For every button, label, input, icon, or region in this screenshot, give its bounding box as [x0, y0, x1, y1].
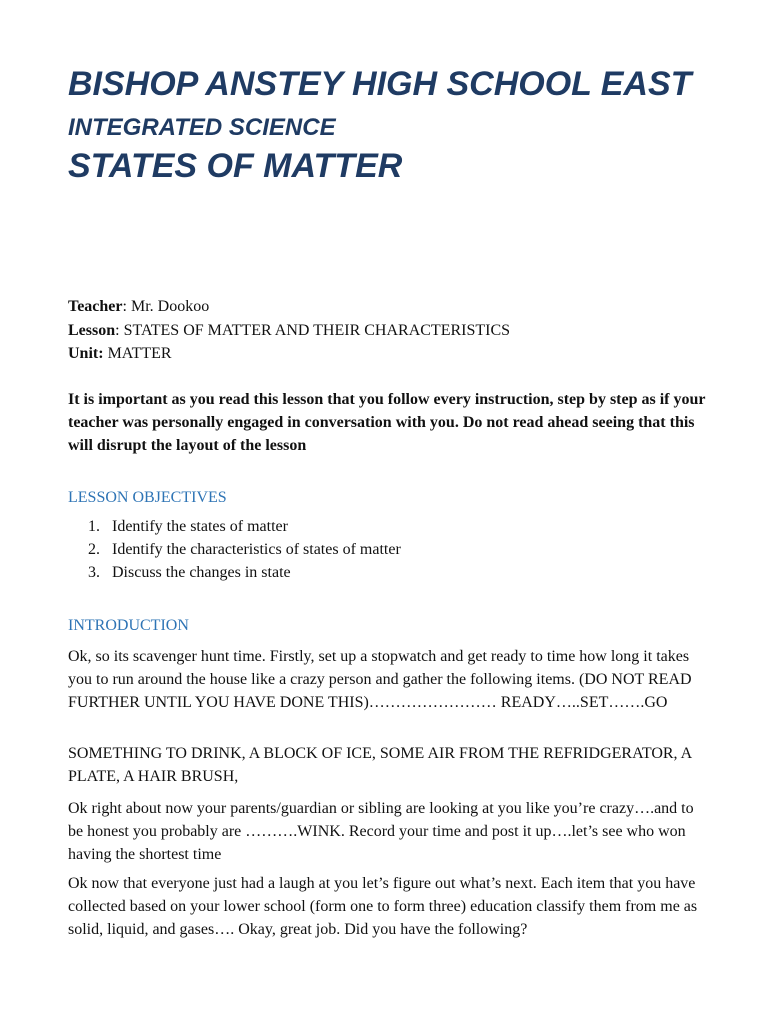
objective-text: Discuss the changes in state	[112, 564, 291, 581]
topic-title: STATES OF MATTER	[68, 147, 403, 185]
unit-label: Unit:	[68, 345, 104, 362]
unit-value: MATTER	[103, 345, 172, 362]
teacher-line	[68, 295, 510, 319]
intro-paragraph: Ok now that everyone just had a laugh at you let’s figure out what’s next. Each item that you have collected based on your lower school (form one to form three) education classify them from me as solid, liquid, and gases…. Okay, great job. Did you have the following?	[68, 875, 698, 938]
objective-number: 1.	[88, 518, 100, 535]
teacher-value: : Mr. Dookoo	[122, 298, 210, 315]
intro-paragraph: Ok right about now your parents/guardian or sibling are looking at you like you’re crazy….and to be honest you probably are ……….WINK. Record your time and post it up….let’s see who won having the shortest time	[68, 800, 694, 863]
intro-paragraph: Ok, so its scavenger hunt time. Firstly, set up a stopwatch and get ready to time how long it takes you to run around the house like a crazy person and gather the following items. (DO NOT READ FURTHER UNTIL YOU HAVE DONE THIS)…………………… READY…..SET…….GO	[68, 648, 692, 711]
lesson-value: : STATES OF MATTER AND THEIR CHARACTERISTICS	[115, 321, 511, 339]
objectives-heading: LESSON OBJECTIVES	[68, 489, 227, 506]
school-name-title: BISHOP ANSTEY HIGH SCHOOL EAST	[68, 65, 692, 103]
instruction-notice: It is important as you read this lesson that you follow every instruction, step by step as if your teacher was personally engaged in conversation with you. Do not read ahead seeing that this will disrupt the layout of the lesson	[68, 391, 706, 454]
objective-item	[88, 538, 401, 561]
unit-line	[68, 342, 510, 366]
objectives-list	[88, 515, 401, 584]
lesson-label: Lesson	[68, 321, 116, 339]
teacher-label: Teacher	[68, 298, 123, 315]
objective-number: 2.	[88, 541, 100, 558]
objective-item	[88, 561, 401, 584]
intro-paragraph: SOMETHING TO DRINK, A BLOCK OF ICE, SOME AIR FROM THE REFRIDGERATOR, A PLATE, A HAIR BRUSH,	[68, 745, 692, 785]
objective-text: Identify the characteristics of states of matter	[112, 541, 401, 558]
objective-number: 3.	[88, 564, 100, 581]
objective-item	[88, 515, 401, 538]
lesson-meta	[68, 295, 510, 366]
lesson-line	[68, 319, 510, 343]
introduction-heading: INTRODUCTION	[68, 617, 189, 634]
objective-text: Identify the states of matter	[112, 518, 288, 535]
subject-title: INTEGRATED SCIENCE	[68, 114, 336, 141]
